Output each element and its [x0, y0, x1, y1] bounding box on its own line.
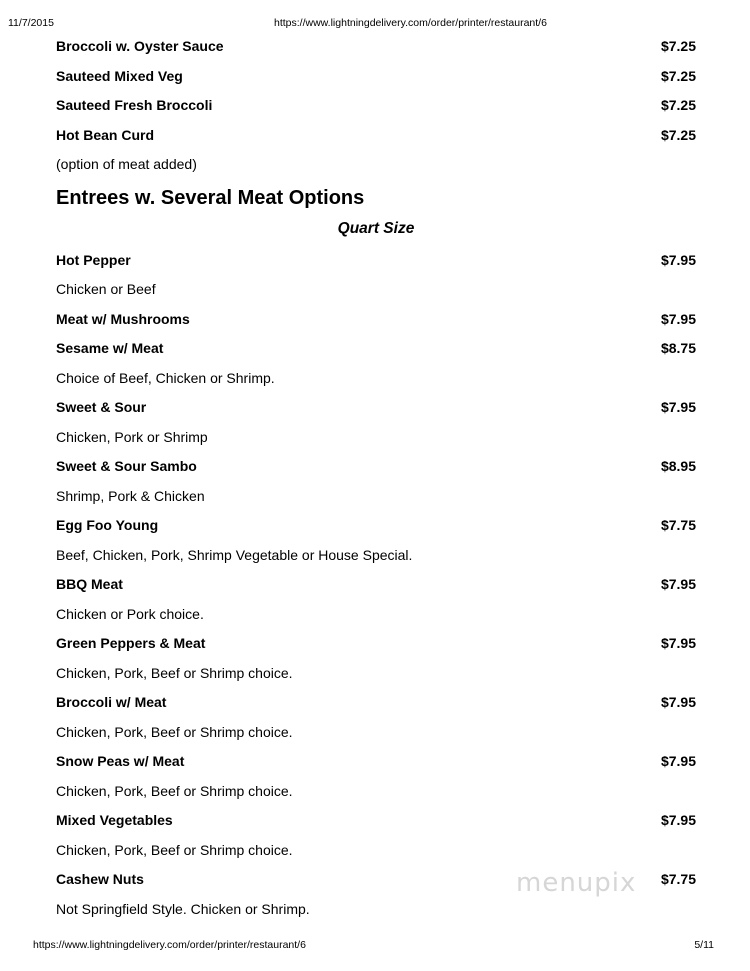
- menu-item: [56, 574, 696, 604]
- item-name: Hot Pepper: [56, 251, 131, 268]
- item-desc: Chicken, Pork, Beef or Shrimp choice.: [56, 841, 293, 858]
- item-price: $7.95: [660, 251, 696, 268]
- item-price: $7.95: [660, 812, 696, 828]
- item-name: Broccoli w. Oyster Sauce: [56, 38, 224, 54]
- footer-url: https://www.lightningdelivery.com/order/printer/restaurant/6: [33, 939, 306, 951]
- item-name: Sweet & Sour: [56, 399, 147, 415]
- menu-item: [56, 125, 696, 155]
- menu-item: [56, 250, 696, 280]
- page-number: 5/11: [694, 939, 714, 951]
- item-name: Snow Peas w/ Meat: [56, 753, 185, 769]
- item-description: [56, 781, 696, 811]
- item-price: $7.25: [660, 126, 696, 143]
- item-name: BBQ Meat: [56, 576, 123, 592]
- item-price: $7.75: [660, 871, 696, 887]
- menupix-watermark: menupix: [516, 868, 637, 898]
- item-desc: Chicken, Pork, Beef or Shrimp choice.: [56, 782, 293, 799]
- item-description: [56, 663, 696, 693]
- menu-item: [56, 36, 696, 66]
- size-label: Quart Size: [337, 219, 415, 237]
- item-description: [56, 427, 696, 457]
- item-name: Cashew Nuts: [56, 871, 144, 887]
- item-desc: Chicken, Pork, Beef or Shrimp choice.: [56, 723, 293, 740]
- item-price: $8.95: [660, 458, 696, 474]
- item-description: [56, 486, 696, 516]
- item-desc: Choice of Beef, Chicken or Shrimp.: [56, 369, 275, 386]
- item-price: $7.95: [660, 753, 696, 769]
- item-price: $7.25: [660, 38, 696, 54]
- item-desc: Chicken, Pork, Beef or Shrimp choice.: [56, 664, 293, 681]
- item-description: [56, 545, 696, 575]
- menu-item: [56, 309, 696, 339]
- menu-item: [56, 633, 696, 663]
- menu-item: [56, 456, 696, 486]
- item-price: $7.75: [660, 517, 696, 533]
- page-header: [8, 17, 742, 31]
- item-name: Sauteed Fresh Broccoli: [56, 97, 213, 113]
- item-name: Egg Foo Young: [56, 517, 159, 533]
- header-url: https://www.lightningdelivery.com/order/printer/restaurant/6: [274, 17, 547, 29]
- menu-item: [56, 95, 696, 125]
- item-desc: Beef, Chicken, Pork, Shrimp Vegetable or House Special.: [56, 546, 413, 563]
- menu-list: [56, 36, 696, 928]
- item-price: $7.95: [660, 576, 696, 592]
- item-desc: Chicken or Beef: [56, 281, 156, 297]
- print-date: 11/7/2015: [8, 17, 54, 29]
- item-price: $7.95: [660, 635, 696, 651]
- menu-item: [56, 338, 696, 368]
- menu-item: [56, 397, 696, 427]
- item-name: Sesame w/ Meat: [56, 340, 164, 356]
- menu-item: [56, 515, 696, 545]
- item-price: $8.75: [660, 340, 696, 356]
- item-name: Hot Bean Curd: [56, 126, 154, 143]
- item-name: Meat w/ Mushrooms: [56, 310, 190, 327]
- item-description: [56, 604, 696, 634]
- item-description: [56, 899, 696, 929]
- item-description: [56, 279, 696, 309]
- item-desc: Shrimp, Pork & Chicken: [56, 487, 205, 504]
- menu-item: [56, 810, 696, 840]
- menu-item: [56, 66, 696, 96]
- item-price: $7.95: [660, 399, 696, 415]
- item-description: [56, 840, 696, 870]
- item-name: Green Peppers & Meat: [56, 635, 206, 651]
- item-name: Broccoli w/ Meat: [56, 694, 167, 710]
- item-price: $7.25: [660, 67, 696, 84]
- section-title: Entrees w. Several Meat Options: [56, 186, 365, 209]
- item-price: $7.95: [660, 694, 696, 710]
- menu-item: [56, 751, 696, 781]
- item-desc: Chicken, Pork or Shrimp: [56, 428, 208, 445]
- item-price: $7.95: [660, 310, 696, 327]
- item-price: $7.25: [660, 97, 696, 113]
- item-desc: Chicken or Pork choice.: [56, 605, 204, 622]
- note-text: (option of meat added): [56, 156, 197, 172]
- menu-item: [56, 692, 696, 722]
- item-description: [56, 368, 696, 398]
- item-note: [56, 154, 696, 184]
- item-description: [56, 722, 696, 752]
- item-name: Sauteed Mixed Veg: [56, 67, 183, 84]
- item-desc: Not Springfield Style. Chicken or Shrimp.: [56, 900, 310, 917]
- item-name: Sweet & Sour Sambo: [56, 458, 197, 474]
- item-name: Mixed Vegetables: [56, 812, 173, 828]
